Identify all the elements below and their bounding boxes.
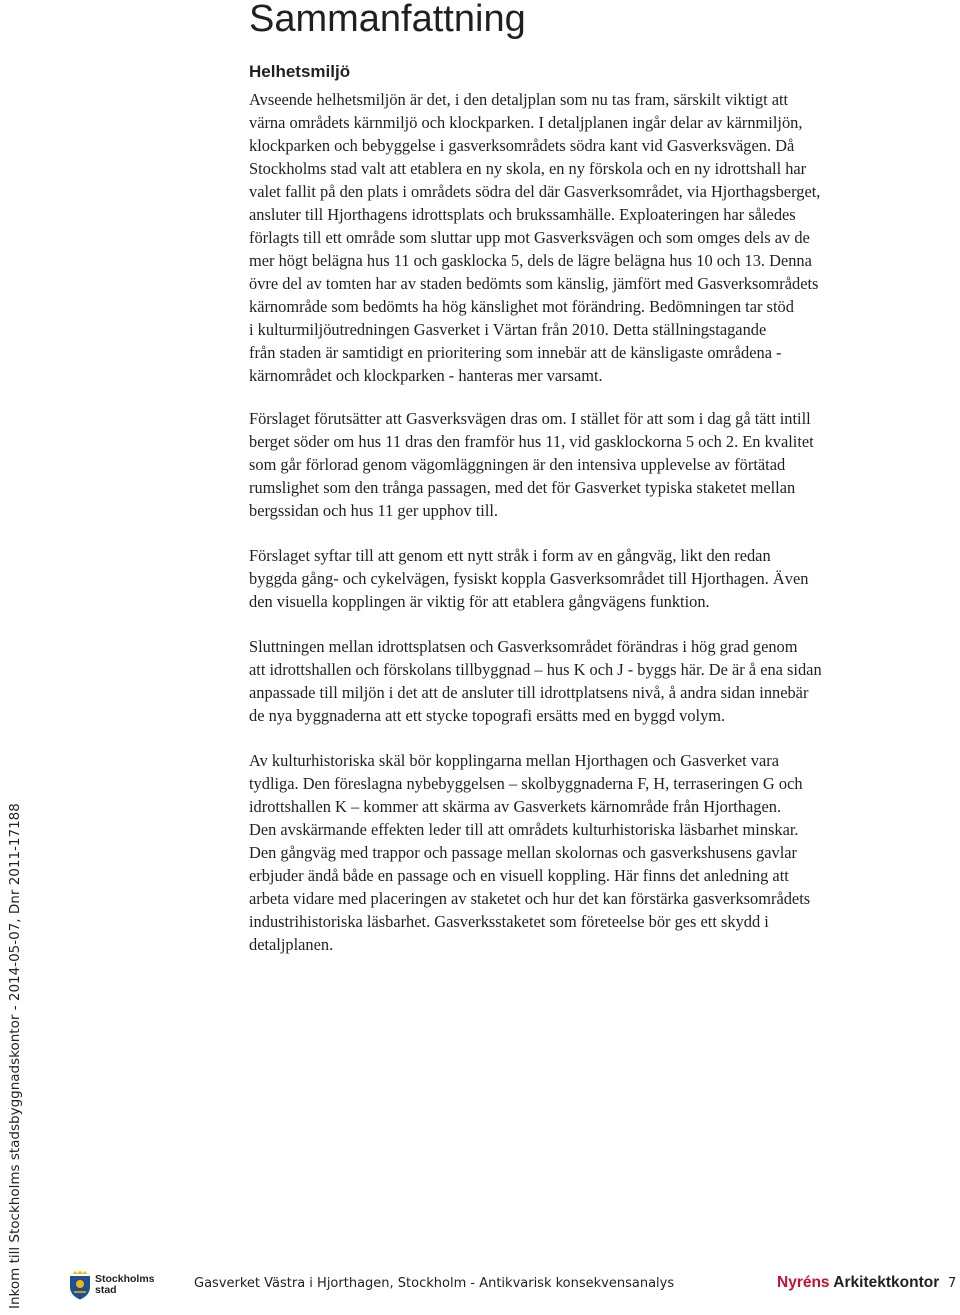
- text-line: Avseende helhetsmiljön är det, i den detaljplan som nu tas fram, särskilt viktigt att: [249, 90, 789, 109]
- text-line: ansluter till Hjorthagens idrottsplats och brukssamhälle. Exploateringen har således: [249, 205, 796, 224]
- paragraph-1: [249, 88, 939, 387]
- text-line: Den avskärmande effekten leder till att områdets kulturhistoriska läsbarhet minskar.: [249, 820, 799, 839]
- text-line: Sluttningen mellan idrottsplatsen och Gasverksområdet förändras i hög grad genom: [249, 637, 798, 656]
- document-title-footer: Gasverket Västra i Hjorthagen, Stockholm - Antikvarisk konsekvensanalys: [194, 1276, 675, 1291]
- text-line: som går förlorad genom vägomläggningen är den intensiva upplevelse av förtätad: [249, 455, 786, 474]
- text-line: valet fallit på den plats i områdets södra del där Gasverksområdet, via Hjorthagsberget,: [249, 182, 821, 201]
- firm-brand: Nyréns: [777, 1274, 830, 1291]
- paragraph-2: [249, 407, 939, 522]
- text-line: detaljplanen.: [249, 935, 334, 954]
- text-line: Förslaget förutsätter att Gasverksvägen dras om. I stället för att som i dag gå tätt intill: [249, 409, 811, 428]
- text-line: övre del av tomten har av staden bedömts som känslig, jämfört med Gasverksområdets: [249, 274, 819, 293]
- page-number: 7: [948, 1276, 957, 1291]
- text-line: Stockholms stad valt att etablera en ny skola, en ny förskola och en ny idrottshall har: [249, 159, 807, 178]
- firm-name: [777, 1274, 939, 1292]
- text-line: Förslaget syftar till att genom ett nytt stråk i form av en gångväg, likt den redan: [249, 546, 771, 565]
- text-line: rumslighet som den trånga passagen, med det för Gasverket typiska staketet mellan: [249, 478, 796, 497]
- text-line: berget söder om hus 11 dras den framför hus 11, vid gasklockorna 5 och 2. En kvalitet: [249, 432, 814, 451]
- text-line: värna områdets kärnmiljö och klockparken. I detaljplanen ingår delar av kärnmiljön,: [249, 113, 803, 132]
- text-line: arbeta vidare med placeringen av staketet och hur det kan förstärka gasverksområdets: [249, 889, 811, 908]
- paragraph-3: [249, 544, 939, 613]
- text-line: erbjuder ändå både en passage och en visuell koppling. Här finns det anledning att: [249, 866, 789, 885]
- text-line: i kulturmiljöutredningen Gasverket i Värtan från 2010. Detta ställningstagande: [249, 320, 767, 339]
- text-line: anpassade till miljön i det att de ansluter till idrottplatsens nivå, å andra sidan innebär: [249, 683, 809, 702]
- text-line: mer högt belägna hus 11 och gasklocka 5, dels de lägre belägna hus 10 och 13. Denna: [249, 251, 812, 270]
- text-line: klockparken och bebyggelse i gasverksområdets södra kant vid Gasverksvägen. Då: [249, 136, 795, 155]
- logo-line-1: Stockholms: [95, 1273, 155, 1285]
- page-title: Sammanfattning: [249, 0, 526, 40]
- text-line: kärnområde som bedömts ha hög känslighet mot förändring. Bedömningen tar stöd: [249, 297, 794, 316]
- text-line: tydliga. Den föreslagna nybebyggelsen – skolbyggnaderna F, H, terraseringen G och: [249, 774, 803, 793]
- section-heading: Helhetsmiljö: [249, 62, 351, 81]
- logo-line-2: stad: [95, 1284, 117, 1296]
- paragraph-4: [249, 635, 939, 727]
- text-line: byggda gång- och cykelvägen, fysiskt koppla Gasverksområdet till Hjorthagen. Även: [249, 569, 809, 588]
- text-line: att idrottshallen och förskolans tillbyggnad – hus K och J - byggs här. De är å ena sidan: [249, 660, 822, 679]
- text-line: industrihistoriska läsbarhet. Gasverksstaketet som företeelse bör ges ett skydd i: [249, 912, 769, 931]
- paragraph-5: [249, 749, 939, 956]
- crown-shield-icon: [68, 1270, 92, 1300]
- registry-stamp: Inkom till Stockholms stadsbyggnadskontor - 2014-05-07, Dnr 2011-17188: [7, 803, 23, 1309]
- text-line: kärnområdet och klockparken - hanteras mer varsamt.: [249, 366, 603, 385]
- stockholms-stad-logo: [68, 1268, 158, 1302]
- text-line: den visuella kopplingen är viktig för att etablera gångvägens funktion.: [249, 592, 710, 611]
- text-line: Den gångväg med trappor och passage mellan skolornas och gasverkshusens gavlar: [249, 843, 798, 862]
- text-line: Av kulturhistoriska skäl bör kopplingarna mellan Hjorthagen och Gasverket vara: [249, 751, 779, 770]
- text-line: de nya byggnaderna att ett stycke topografi ersätts med en byggd volym.: [249, 706, 726, 725]
- text-line: idrottshallen K – kommer att skärma av Gasverkets kärnområde från Hjorthagen.: [249, 797, 782, 816]
- text-line: bergssidan och hus 11 ger upphov till.: [249, 501, 499, 520]
- text-line: förlagts till ett område som sluttar upp mot Gasverksvägen och som omges dels av de: [249, 228, 810, 247]
- text-line: från staden är samtidigt en prioritering som innebär att de känsligaste områdena -: [249, 343, 782, 362]
- firm-suffix: Arkitektkontor: [833, 1274, 940, 1291]
